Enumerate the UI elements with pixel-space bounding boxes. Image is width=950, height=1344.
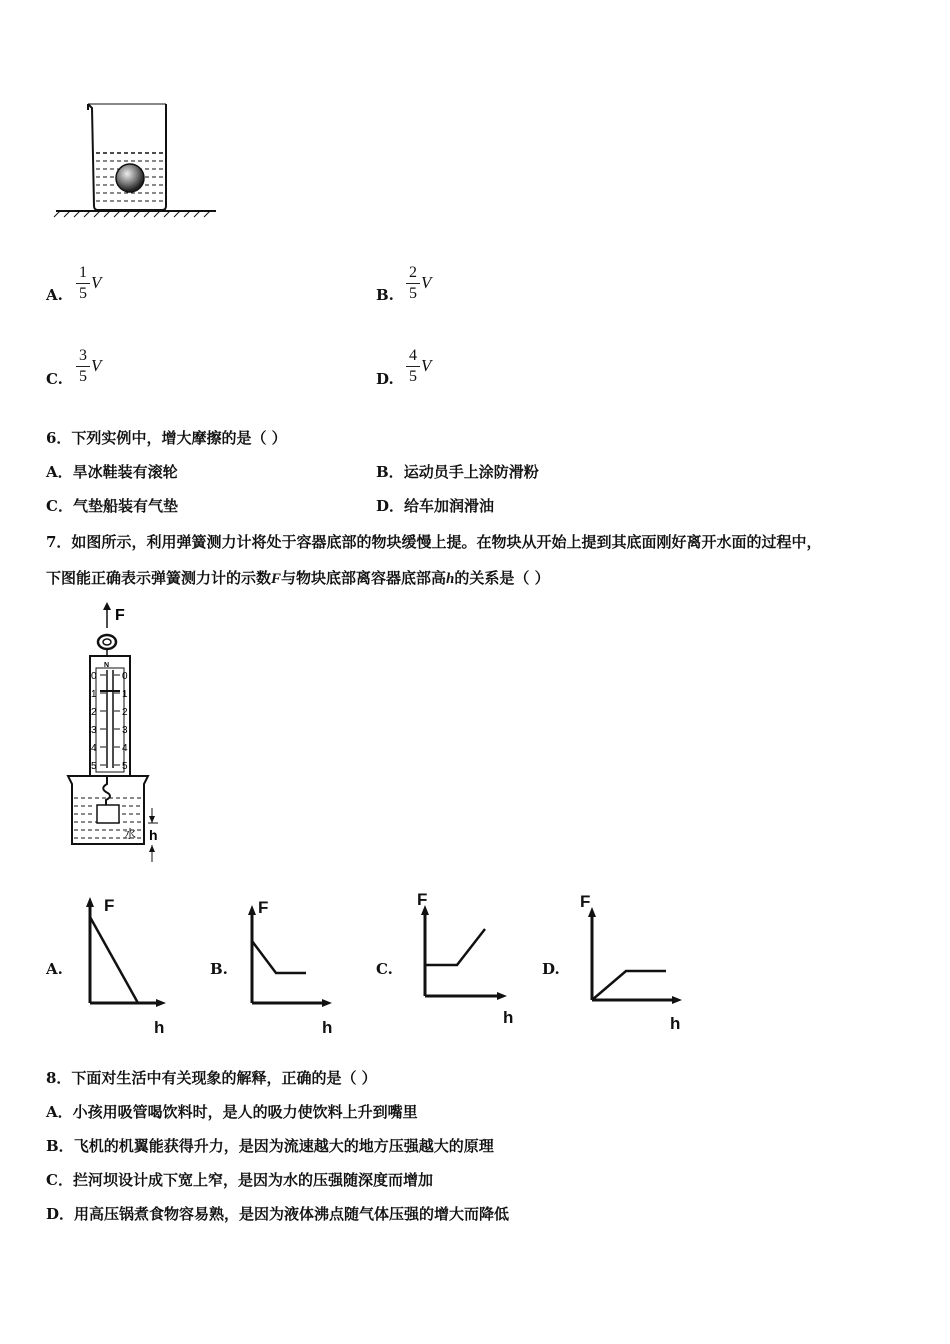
- y-axis-label: F: [417, 890, 428, 909]
- q5-option-letter: D.: [376, 370, 394, 388]
- graph-line: [425, 929, 485, 965]
- q8-option-c[interactable]: C．拦河坝设计成下宽上窄，是因为水的压强随深度而增加: [46, 1171, 433, 1189]
- volume-symbol: V: [421, 356, 432, 375]
- q8-stem: 8．下面对生活中有关现象的解释，正确的是（ ）: [46, 1069, 377, 1087]
- fraction: 3 5: [76, 348, 90, 385]
- q5-option-letter: C.: [46, 370, 63, 388]
- graph-c: [415, 885, 520, 1030]
- graph-line: [252, 941, 306, 973]
- scale-mark: 5: [122, 761, 128, 772]
- q6-option-b[interactable]: B．运动员手上涂防滑粉: [376, 463, 539, 481]
- x-axis-label: h: [154, 1018, 165, 1037]
- q5-option-letter: B.: [376, 286, 394, 304]
- unit-label: N: [104, 662, 110, 669]
- q7-stem-line1: 7．如图所示，利用弹簧测力计将处于容器底部的物块缓慢上提。在物块从开始上提到其底面刚好离开水面的过程中，: [46, 533, 822, 551]
- x-axis-label: h: [503, 1008, 514, 1027]
- q8-option-d[interactable]: D．用高压锅煮食物容易熟，是因为液体沸点随气体压强的增大而降低: [46, 1205, 510, 1223]
- volume-symbol: V: [421, 273, 432, 292]
- scale-mark: 0: [122, 671, 128, 682]
- q6-option-c[interactable]: C．气垫船装有气垫: [46, 497, 178, 515]
- graph-option-letter: D.: [542, 960, 560, 978]
- x-axis-label: h: [322, 1018, 333, 1037]
- graph-option-letter: B.: [210, 960, 228, 978]
- water-label: 水: [124, 827, 137, 841]
- q6-option-d[interactable]: D．给车加润滑油: [376, 497, 495, 515]
- fraction: 1 5: [76, 265, 90, 302]
- graph-line: [90, 917, 138, 1003]
- graph-option-letter: A.: [46, 960, 63, 978]
- scale-mark: 3: [91, 725, 97, 736]
- scale-mark: 2: [122, 707, 128, 718]
- scale-mark: 5: [91, 761, 97, 772]
- scale-mark: 1: [122, 689, 128, 700]
- fraction: 2 5: [406, 265, 420, 302]
- y-axis-label: F: [580, 892, 591, 911]
- scale-mark: 0: [91, 671, 97, 682]
- force-label: F: [115, 607, 125, 624]
- q8-option-a[interactable]: A．小孩用吸管喝饮料时，是人的吸力使饮料上升到嘴里: [46, 1103, 418, 1121]
- y-axis-label: F: [258, 898, 269, 917]
- q6-option-a[interactable]: A．旱冰鞋装有滚轮: [46, 463, 178, 481]
- fraction: 4 5: [406, 348, 420, 385]
- scale-mark: 4: [91, 743, 97, 754]
- volume-symbol: V: [91, 356, 102, 375]
- graph-b: [242, 893, 342, 1038]
- height-label: h: [149, 827, 158, 843]
- y-axis-label: F: [104, 896, 115, 915]
- spring-scale-figure: [60, 600, 180, 870]
- q8-option-b[interactable]: B．飞机的机翼能获得升力，是因为流速越大的地方压强越大的原理: [46, 1137, 494, 1155]
- graph-d: [580, 885, 685, 1030]
- q7-stem-line2: 下图能正确表示弹簧测力计的示数F与物块底部离容器底部高h的关系是（ ）: [46, 569, 550, 587]
- scale-mark: 4: [122, 743, 128, 754]
- scale-mark: 1: [91, 689, 97, 700]
- q5-option-letter: A.: [46, 286, 63, 304]
- x-axis-label: h: [670, 1014, 681, 1030]
- graph-line: [592, 971, 666, 1000]
- scale-mark: 2: [91, 707, 97, 718]
- graph-option-letter: C.: [376, 960, 393, 978]
- scale-mark: 3: [122, 725, 128, 736]
- beaker-figure: [50, 98, 225, 223]
- q6-stem: 6．下列实例中，增大摩擦的是（ ）: [46, 429, 287, 447]
- ball: [116, 164, 144, 192]
- volume-symbol: V: [91, 273, 102, 292]
- graph-a: [80, 893, 180, 1038]
